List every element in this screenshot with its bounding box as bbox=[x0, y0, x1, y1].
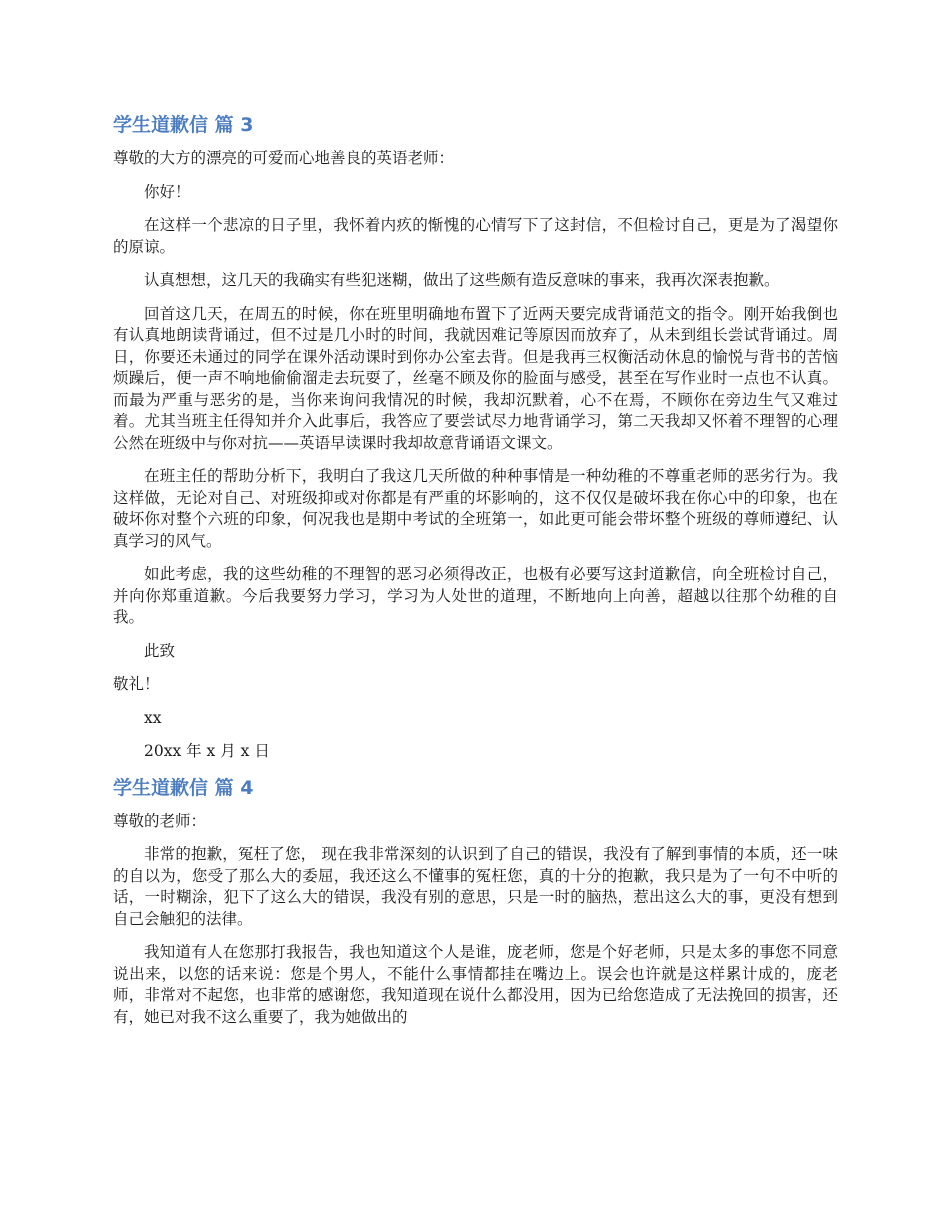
body-paragraph: 在这样一个悲凉的日子里，我怀着内疚的惭愧的心情写下了这封信，不但检讨自己，更是为了渴望你的原谅。 bbox=[113, 216, 838, 256]
body-paragraph: 非常的抱歉，冤枉了您， 现在我非常深刻的认识到了自己的错误，我没有了解到事情的本质，还一味的自以为，您受了那么大的委屈，我还这么不懂事的冤枉您，真的十分的抱歉，我只是为了一句不中听的话，一时糊涂，犯下了这么大的错误，我没有别的意思，只是一时的脑热，惹出这么大的事，更没有想到自己会触犯的法律。 bbox=[113, 845, 838, 928]
section-letter-3 bbox=[113, 112, 838, 763]
salutation: 尊敬的大方的漂亮的可爱而心地善良的英语老师： bbox=[113, 149, 455, 167]
section-title: 学生道歉信 篇 4 bbox=[113, 776, 254, 799]
greeting: 你好！ bbox=[144, 182, 191, 201]
body-paragraph: 如此考虑，我的这些幼稚的不理智的恶习必须得改正，也极有必要写这封道歉信，向全班检讨自己，并向你郑重道歉。今后我要努力学习，学习为人处世的道理，不断地向上向善，超越以往那个幼稚的自我。 bbox=[113, 565, 838, 626]
document-page bbox=[113, 108, 838, 1040]
closing-phrase: 此致 bbox=[144, 641, 176, 660]
date: 20xx 年 x 月 x 日 bbox=[144, 742, 270, 760]
body-paragraph: 回首这几天，在周五的时候，你在班里明确地布置下了近两天要完成背诵范文的指令。刚开始我倒也有认真地朗读背诵过，但不过是几小时的时间，我就因难记等原因而放弃了，从未到组长尝试背诵过。周日，你要还未通过的同学在课外活动课时到你办公室去背。但是我再三权衡活动休息的愉悦与背书的苦恼烦躁后，便一声不响地偷偷溜走去玩耍了，丝毫不顾及你的脸面与感受，甚至在写作业时一点也不认真。而最为严重与恶劣的是，当你来询问我情况的时候，我却沉默着，心不在焉，不顾你在旁边生气又难过着。尤其当班主任得知并介入此事后，我答应了要尝试尽力地背诵学习，第二天我却又怀着不理智的心理公然在班级中与你对抗——英语早读课时我却故意背诵语文课文。 bbox=[113, 304, 838, 452]
closing-salute: 敬礼！ bbox=[113, 675, 160, 693]
section-letter-4 bbox=[113, 775, 838, 1029]
body-paragraph: 在班主任的帮助分析下，我明白了我这几天所做的种种事情是一种幼稚的不尊重老师的恶劣行为。我这样做，无论对自己、对班级抑或对你都是有严重的坏影响的，这不仅仅是破坏我在你心中的印象，也在破坏你对整个六班的印象，何况我也是期中考试的全班第一，如此更可能会带坏整个班级的尊师遵纪、认真学习的风气。 bbox=[113, 467, 838, 550]
body-paragraph: 认真想想，这几天的我确实有些犯迷糊，做出了这些颇有造反意味的事来，我再次深表抱歉。 bbox=[144, 271, 780, 289]
signature: xx bbox=[144, 708, 162, 727]
body-paragraph: 我知道有人在您那打我报告，我也知道这个人是谁，庞老师，您是个好老师，只是太多的事您不同意说出来，以您的话来说：您是个男人，不能什么事情都挂在嘴边上。误会也许就是这样累计成的，庞老师，非常对不起您，也非常的感谢您，我知道现在说什么都没用，因为已给您造成了无法挽回的损害，还有，她已对我不这么重要了，我为她做出的 bbox=[113, 943, 838, 1026]
salutation: 尊敬的老师： bbox=[113, 811, 207, 830]
section-title: 学生道歉信 篇 3 bbox=[113, 114, 254, 136]
